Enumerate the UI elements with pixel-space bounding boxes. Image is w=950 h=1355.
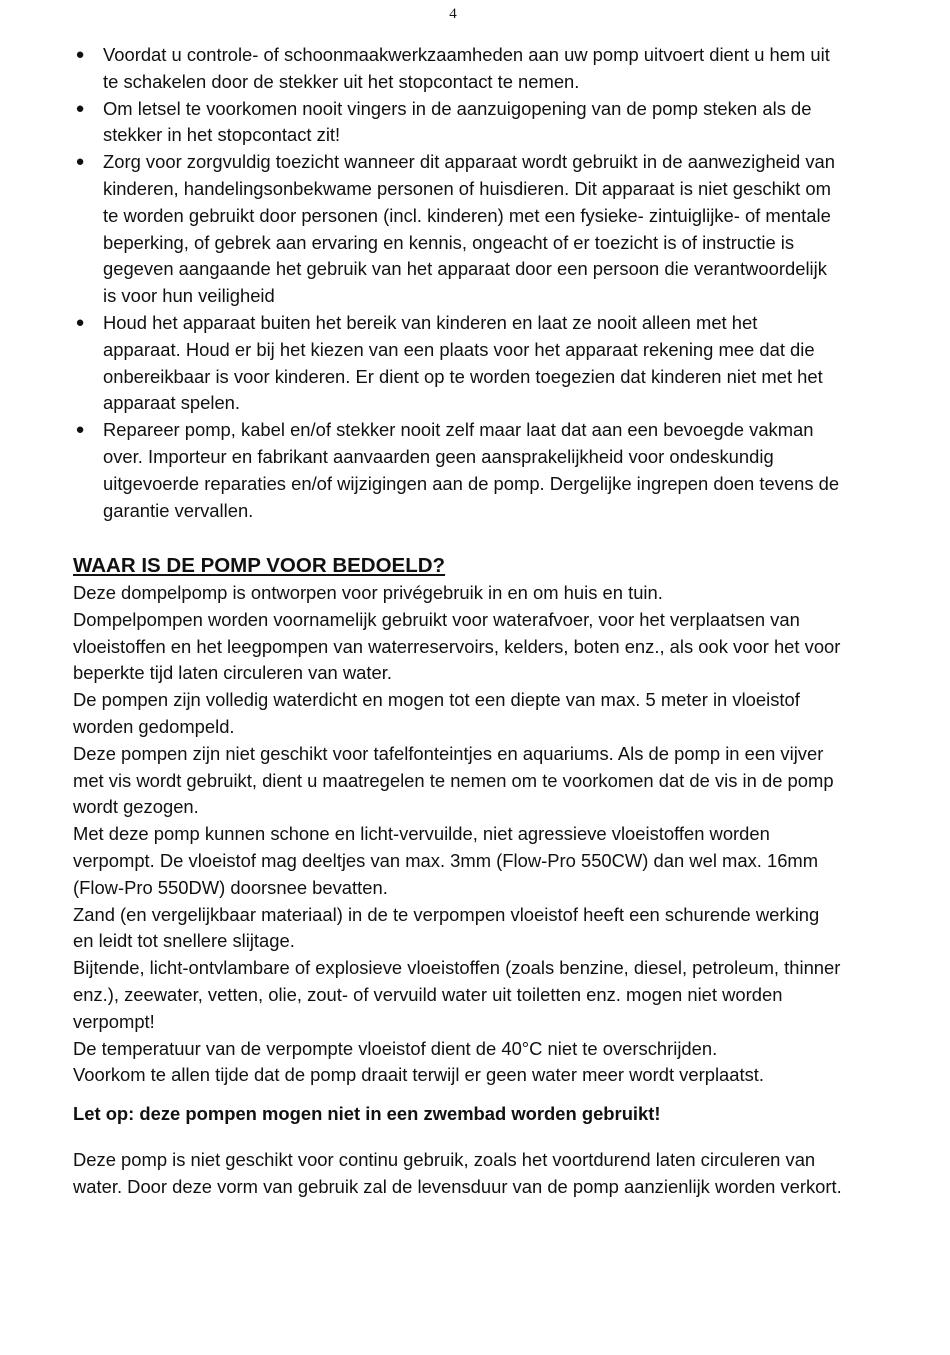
closing-paragraph: Deze pomp is niet geschikt voor continu gebruik, zoals het voortdurend laten circuleren van water. Door deze vorm van gebruik zal de levensduur van de pomp aanzienlijk worden verkort. bbox=[73, 1149, 842, 1197]
paragraph: De pompen zijn volledig waterdicht en mogen tot een diepte van max. 5 meter in vloeistof worden gedompeld. bbox=[73, 689, 800, 737]
bullet-icon: ● bbox=[75, 99, 85, 117]
paragraph: Deze dompelpomp is ontworpen voor privégebruik in en om huis en tuin. bbox=[73, 582, 663, 603]
pool-warning: Let op: deze pompen mogen niet in een zwembad worden gebruikt! bbox=[73, 1103, 661, 1124]
paragraph: Bijtende, licht-ontvlambare of explosieve vloeistoffen (zoals benzine, diesel, petroleum, thinner enz.), zeewater, vetten, olie, zout- of vervuild water uit toiletten enz. mogen niet worden verpompt! bbox=[73, 957, 841, 1032]
list-item bbox=[70, 96, 840, 150]
list-item bbox=[70, 417, 840, 524]
list-item bbox=[70, 42, 840, 96]
bullet-text: Zorg voor zorgvuldig toezicht wanneer dit apparaat wordt gebruikt in de aanwezigheid van kinderen, handelingsonbekwame personen of huisdieren. Dit apparaat is niet geschikt om te worden gebruikt door personen (incl. kinderen) met een fysieke- zintuiglijke- of mentale beperking, of gebrek aan ervaring en kennis, ongeacht of er toezicht is of instructie is gegeven aangaande het gebruik van het apparaat door een persoon die verantwoordelijk is voor hun veiligheid bbox=[103, 151, 835, 307]
bullet-text: Voordat u controle- of schoonmaakwerkzaamheden aan uw pomp uitvoert dient u hem uit te schakelen door de stekker uit het stopcontact te nemen. bbox=[103, 44, 830, 92]
paragraph: Deze pompen zijn niet geschikt voor tafelfonteintjes en aquariums. Als de pomp in een vijver met vis wordt gebruikt, dient u maatregelen te nemen om te voorkomen dat de vis in de pomp wordt gezogen. bbox=[73, 742, 834, 818]
section-body bbox=[73, 580, 843, 1089]
bullet-icon: ● bbox=[75, 421, 85, 439]
bullet-text: Om letsel te voorkomen nooit vingers in de aanzuigopening van de pomp steken als de stekker in het stopcontact zit! bbox=[103, 97, 812, 146]
page-number: 4 bbox=[449, 6, 457, 22]
list-item bbox=[70, 310, 840, 417]
paragraph: Zand (en vergelijkbaar materiaal) in de te verpompen vloeistof heeft een schurende werking en leidt tot snellere slijtage. bbox=[73, 903, 820, 952]
bullet-icon: ● bbox=[75, 46, 85, 63]
section-heading: WAAR IS DE POMP VOOR BEDOELD? bbox=[73, 554, 446, 577]
paragraph: De temperatuur van de verpompte vloeistof dient de 40°C niet te overschrijden. bbox=[73, 1037, 718, 1059]
paragraph: Voorkom te allen tijde dat de pomp draait terwijl er geen water meer wordt verplaatst. bbox=[73, 1064, 765, 1086]
bullet-icon: ● bbox=[75, 153, 85, 171]
bullet-text: Repareer pomp, kabel en/of stekker nooit zelf maar laat dat aan een bevoegde vakman over. Importeur en fabrikant aanvaarden geen aansprakelijkheid voor ondeskundig uitgevoerde reparaties en/of wijzigingen aan de pomp. Dergelijke ingrepen doen tevens de garantie vervallen. bbox=[103, 419, 840, 521]
paragraph: Met deze pomp kunnen schone en licht-vervuilde, niet agressieve vloeistoffen worden verpompt. De vloeistof mag deeltjes van max. 3mm (Flow-Pro 550CW) dan wel max. 16mm (Flow-Pro 550DW) doorsnee bevatten. bbox=[73, 823, 819, 898]
safety-bullet-list bbox=[70, 42, 840, 524]
paragraph: Dompelpompen worden voornamelijk gebruikt voor waterafvoer, voor het verplaatsen van vloeistoffen en het leegpompen van waterreservoirs, kelders, boten enz., als ook voor het voor beperkte tijd laten circuleren van water. bbox=[73, 608, 841, 684]
list-item bbox=[70, 149, 840, 310]
bullet-icon: ● bbox=[75, 313, 85, 331]
bullet-text: Houd het apparaat buiten het bereik van kinderen en laat ze nooit alleen met het apparaat. Houd er bij het kiezen van een plaats voor het apparaat rekening mee dat die onbereikbaar is voor kinderen. Er dient op te worden toegezien dat kinderen niet met het apparaat spelen. bbox=[103, 311, 823, 414]
